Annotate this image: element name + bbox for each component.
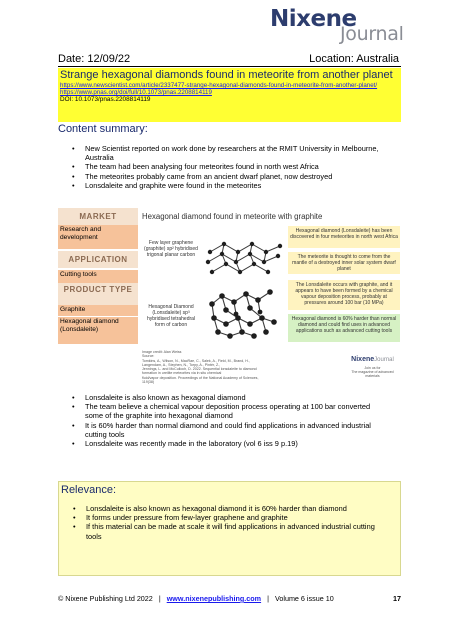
list-item: • It forms under pressure from few-layer graphene and graphite	[73, 513, 288, 523]
list-item: • Lonsdaleite and graphite were found in the meteorites	[72, 180, 262, 190]
source-link-newscientist[interactable]: https://www.newscientist.com/article/2337477-strange-hexagonal-diamonds-found-in-meteorite-from-another-planet/	[60, 82, 378, 89]
footer-website-link[interactable]: www.nixenepublishing.com	[166, 594, 262, 603]
list-item: • The team had been analysing four meteorites found in north west Africa	[72, 162, 319, 172]
figure-brand-logo: NixeneJournal Join us for The magazine of advanced materials	[351, 356, 394, 378]
product-value-lonsdaleite: Hexagonal diamond (Lonsdaleite)	[58, 317, 138, 344]
product-value-graphite: Graphite	[58, 305, 138, 316]
application-heading: APPLICATION	[58, 251, 138, 268]
footer-copyright: © Nixene Publishing Ltd 2022	[58, 594, 153, 603]
application-value: Cutting tools	[58, 270, 138, 283]
content-summary-heading: Content summary:	[58, 123, 148, 135]
list-item: • Lonsdaleite was recently made in the laboratory (vol 6 iss 9 p.19)	[72, 439, 298, 449]
article-title-block	[58, 68, 401, 122]
fact-box-discovery: Hexagonal diamond (Lonsdaleite) has been discovered in four meteorites in north west Africa	[288, 226, 400, 248]
brand-logo	[270, 6, 448, 46]
relevance-heading: Relevance:	[61, 484, 117, 496]
article-doi: DOI: 10.1073/pnas.2208814119	[60, 96, 151, 104]
image-credit: Image credit: Alan Weiss Source: Tomkins, A., Wilson, N., MacRae, C., Salek, A., Field, M., Brand, H., Langendam, A., Stephen, N., Torpy, A., Pintér, Z., Jennings, L. and McCulloch, D. 2022. Sequential lonsdaleite to diamond formation in ureilite meteorites via in situ chemical fluid/vapor deposition. Proceedings of the National Academy of Sciences, 119(38)	[142, 350, 259, 385]
brand-name-bold: Nixene	[270, 6, 357, 32]
list-item: • Lonsdaleite is also known as hexagonal diamond it is 60% harder than diamond	[73, 504, 347, 513]
relevance-block	[58, 481, 401, 576]
label-hexagonal-diamond: Hexagonal Diamond (Lonsdaleite) sp³ hybridised tetrahedral form of carbon	[146, 304, 196, 328]
figure-title: Hexagonal diamond found in meteorite with graphite	[142, 212, 323, 221]
details-list	[72, 393, 385, 449]
list-item: • The team believe a chemical vapour deposition process operating at 100 bar converted some of the graphite into hexagonal diamond	[72, 402, 371, 421]
footer-issue: Volume 6 issue 10	[274, 594, 334, 603]
meta-row	[58, 53, 401, 67]
article-location: Location: Australia	[309, 53, 399, 65]
figure-body	[142, 226, 401, 385]
list-item: • It is 60% harder than normal diamond and could find applications in advanced industrial cutting tools	[72, 420, 371, 439]
list-item: • New Scientist reported on work done by researchers at the RMIT University in Melbourne, Australia	[72, 144, 379, 163]
market-value: Research and development	[58, 225, 138, 249]
list-item: • Lonsdaleite is also known as hexagonal diamond	[72, 393, 246, 402]
fact-box-formation: The Lonsdaleite occurs with graphite, and it appears to have been formed by a chemical vapour deposition process, probably at pressures around 100 bar (10 MPa)	[288, 280, 400, 310]
page-footer: © Nixene Publishing Ltd 2022 | www.nixenepublishing.com | Volume 6 issue 10 17	[58, 594, 401, 603]
market-heading: MARKET	[58, 208, 138, 225]
page-number: 17	[393, 594, 401, 603]
content-summary-list	[72, 144, 385, 190]
list-item: • If this material can be made at scale it will find applications in advanced industrial cutting tools	[73, 522, 375, 541]
summary-figure	[58, 208, 401, 385]
product-type-heading: PRODUCT TYPE	[58, 283, 138, 305]
classification-panel	[58, 208, 138, 368]
fact-box-origin: The meteorite is thought to come from the mantle of a destroyed inner solar system dwarf planet	[288, 252, 400, 274]
article-date: Date: 12/09/22	[58, 53, 131, 65]
list-item: • The meteorites probably came from an ancient dwarf planet, now destroyed	[72, 171, 333, 181]
fact-box-hardness: Hexagonal diamond is 60% harder than normal diamond and could find uses in advanced applications such as advanced cutting tools	[288, 314, 400, 342]
source-link-pnas[interactable]: https://www.pnas.org/doi/full/10.1073/pnas.2208814119	[60, 89, 212, 97]
relevance-list	[73, 504, 386, 541]
label-graphene: Few layer graphene (graphite) sp² hybridised trigonal planar carbon	[144, 240, 198, 258]
brand-name-light: Journal	[340, 23, 404, 45]
molecular-structure-illustration	[202, 234, 284, 342]
article-title: Strange hexagonal diamonds found in meteorite from another planet	[60, 69, 393, 81]
